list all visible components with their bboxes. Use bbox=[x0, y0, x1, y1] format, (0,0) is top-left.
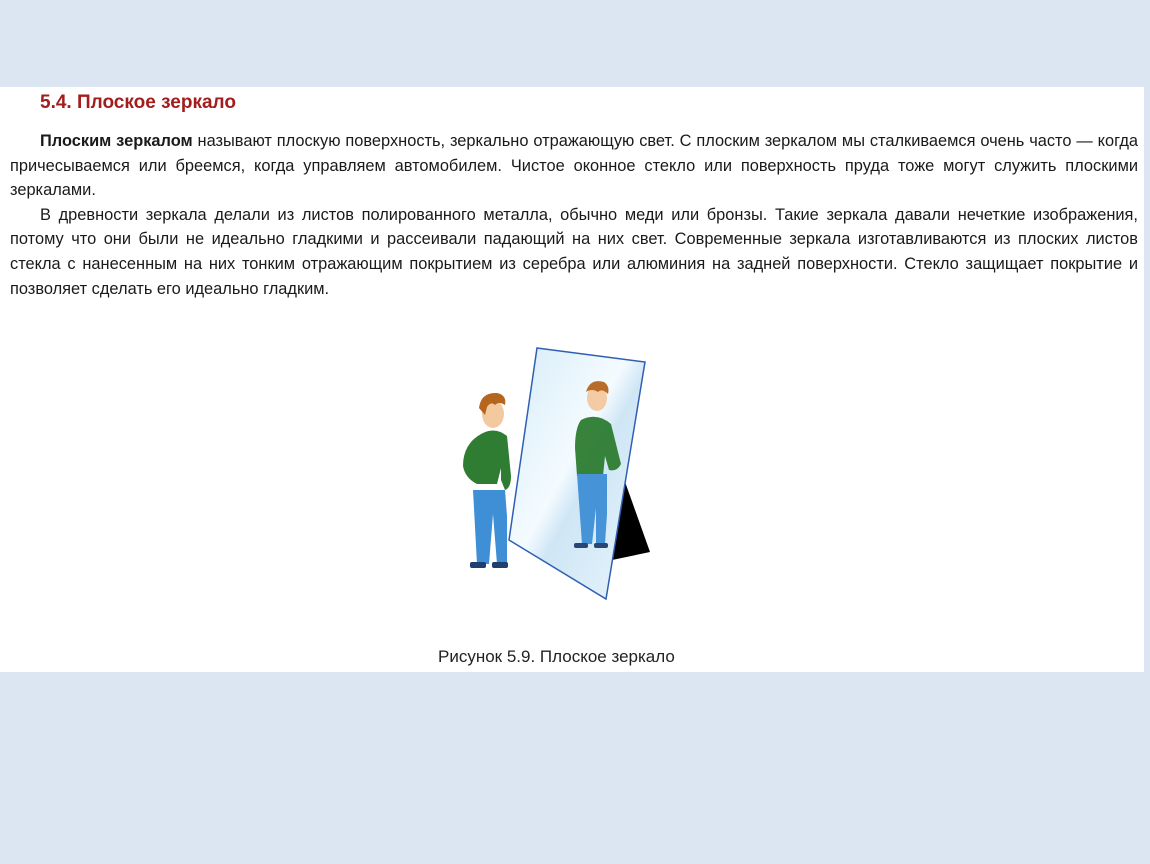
figure-caption: Рисунок 5.9. Плоское зеркало bbox=[438, 647, 675, 666]
paragraph-2: В древности зеркала делали из листов полированного металла, обычно меди или бронзы. Такие зеркала давали нечеткие изображения, потому что они были не идеально гладкими и рассеивали падающий на них свет. Современные зеркала изготавливаются из плоских листов стекла с нанесенным на них тонким отражающим покрытием из серебра или алюминия на задней поверхности. Стекло защищает покрытие и позволяет сделать его идеально гладким. bbox=[10, 205, 1138, 298]
document-page bbox=[0, 87, 1144, 672]
term-flat-mirror: Плоским зеркалом bbox=[40, 132, 193, 150]
boy bbox=[463, 393, 511, 568]
flat-mirror-illustration bbox=[440, 342, 670, 612]
paragraph-1-text: называют плоскую поверхность, зеркально отражающую свет. С плоским зеркалом мы сталкиваемся очень часто — когда причесываемся или бреемся, когда управляем автомобилем. Чистое оконное стекло или поверхность пруда тоже могут служить плоскими зеркалами. bbox=[10, 132, 1138, 200]
paragraph-1 bbox=[10, 129, 1138, 203]
body-text bbox=[10, 129, 1138, 301]
section-title: 5.4. Плоское зеркало bbox=[40, 92, 236, 113]
